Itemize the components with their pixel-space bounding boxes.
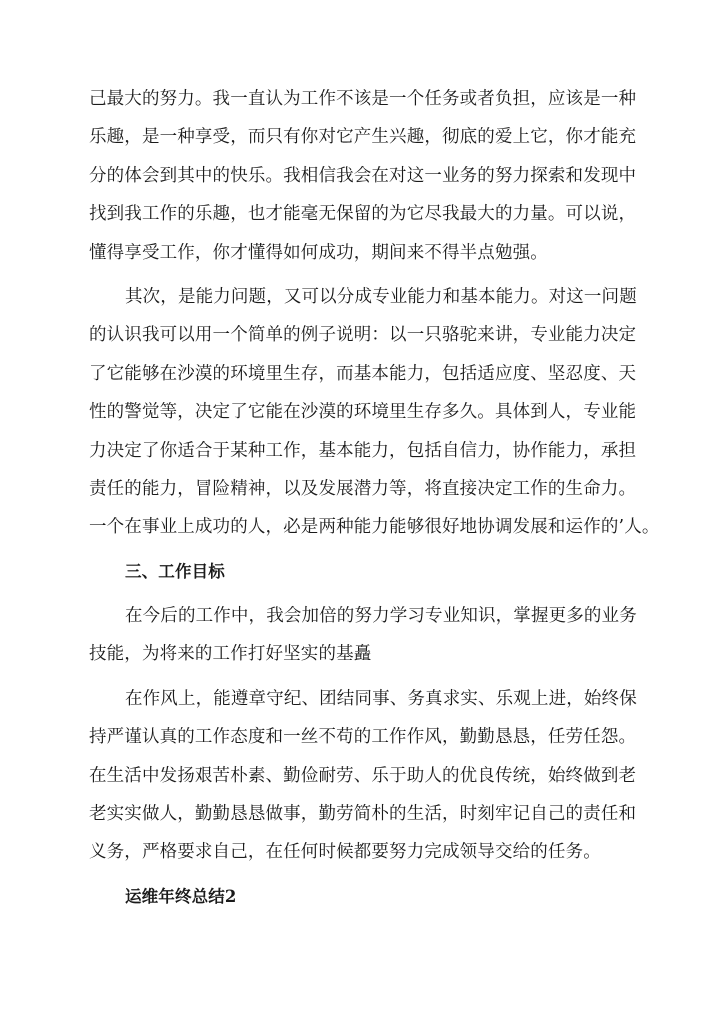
- text-line: 责任的能力，冒险精神，以及发展潜力等，将直接决定工作的生命力。: [89, 478, 637, 499]
- text-line: 义务，严格要求自己，在任何时候都要努力完成领导交给的任务。: [89, 842, 601, 863]
- text-line: 的认识我可以用一个简单的例子说明：以一只骆驼来讲，专业能力决定: [89, 325, 637, 346]
- section-heading-summary-2: [89, 878, 649, 916]
- section-heading: 三、工作目标: [125, 561, 225, 581]
- text-line: 其次，是能力问题，又可以分成专业能力和基本能力。对这一问题: [125, 286, 637, 307]
- text-line: 在作风上，能遵章守纪、团结同事、务真求实、乐观上进，始终保: [125, 688, 637, 709]
- text-line: 性的警觉等，决定了它能在沙漠的环境里生存多久。具体到人，专业能: [89, 402, 637, 423]
- text-line: 在今后的工作中，我会加倍的努力学习专业知识，掌握更多的业务: [125, 606, 637, 627]
- section-heading-work-goals: [89, 553, 649, 591]
- section-heading: 运维年终总结2: [125, 886, 237, 906]
- paragraph-3: [89, 597, 649, 674]
- text-line: 老实实做人，勤勤恳恳做事，勤劳简朴的生活，时刻牢记自己的责任和: [89, 804, 637, 825]
- text-line: 了它能够在沙漠的环境里生存，而基本能力，包括适应度、坚忍度、天: [89, 363, 637, 384]
- text-line: 乐趣，是一种享受，而只有你对它产生兴趣，彻底的爱上它，你才能充: [89, 127, 637, 148]
- text-line: 力决定了你适合于某种工作，基本能力，包括自信力，协作能力，承担: [89, 440, 637, 461]
- text-line: 懂得享受工作，你才懂得如何成功，期间来不得半点勉强。: [89, 242, 548, 263]
- paragraph-2: [89, 278, 660, 547]
- document-page: [89, 80, 660, 916]
- paragraph-1: [89, 80, 649, 272]
- text-line: 分的体会到其中的快乐。我相信我会在对这一业务的努力探索和发现中: [89, 165, 637, 186]
- text-line: 己最大的努力。我一直认为工作不该是一个任务或者负担，应该是一种: [89, 89, 637, 109]
- text-line: 找到我工作的乐趣，也才能毫无保留的为它尽我最大的力量。可以说，: [89, 204, 637, 225]
- text-line: 技能，为将来的工作打好坚实的基矗: [89, 644, 372, 665]
- text-line: 持严谨认真的工作态度和一丝不苟的工作作风，勤勤恳恳，任劳任怨。: [89, 727, 637, 748]
- text-line: 一个在事业上成功的人，必是两种能力能够很好地协调发展和运作的’人。: [89, 517, 660, 538]
- paragraph-4: [89, 680, 649, 872]
- text-line: 在生活中发扬艰苦朴素、勤俭耐劳、乐于助人的优良传统，始终做到老: [89, 765, 637, 786]
